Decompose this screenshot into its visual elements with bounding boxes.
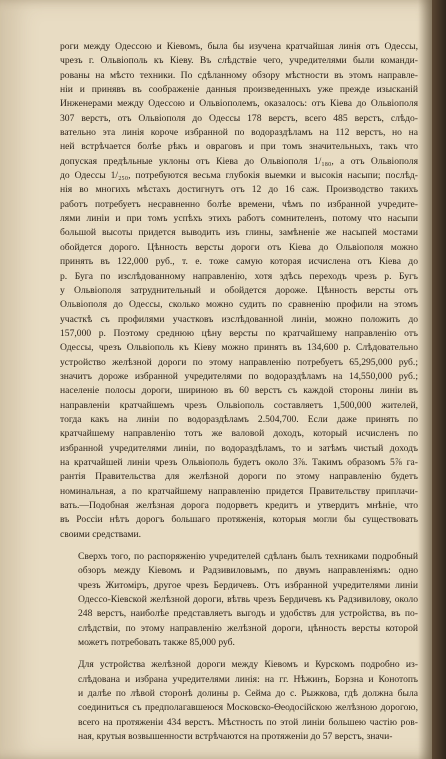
- text-line: можетъ потребовать также 85,000 руб.: [78, 637, 235, 649]
- text-line: направленіи кратчайшемъ чрезъ Ольвіополь составляетъ 1,500,000 жителей,: [60, 399, 418, 411]
- page-text: [60, 40, 418, 745]
- text-line: слѣдована и избрана учредителями линія: на гг. Нѣжинъ, Борзна и Конотопъ: [78, 673, 418, 685]
- text-line: рованы на мѣсто техники. По сдѣланному обзору мѣстности въ этомъ направле-: [60, 69, 418, 81]
- text-line: кратчайшему направленію тотъ же валовой доходъ, который исчисленъ по: [60, 428, 418, 440]
- text-line: Одессо-Кіевской желѣзной дороги, вѣтвь чрезъ Бердичевъ къ Радзивилову, около: [78, 594, 418, 606]
- text-line: въ Россіи нѣтъ дорогъ большаго протяженія, которыя могли бы существовать: [60, 514, 418, 526]
- text-line: на кратчайшей линіи чрезъ Ольвіополь будетъ около 3⅞. Такимъ образомъ 5⅞ га-: [60, 456, 418, 468]
- paragraph: [60, 40, 418, 542]
- text-line: работъ потребуетъ несравненно болѣе времени, чѣмъ по избранной учредите-: [60, 198, 418, 210]
- text-line: тогда какъ на линіи по водораздѣламъ 2.504,700. Если даже принять по: [60, 413, 418, 425]
- text-line: слѣдствіи, по этому направленію желѣзной дороги, цѣнность версты которой: [78, 622, 418, 634]
- text-line: обзоръ между Кіевомъ и Радзивиловымъ, по двумъ направленіямъ: одно: [78, 565, 418, 577]
- paragraph: [60, 658, 418, 744]
- text-line: всего на протяженіи 434 верстъ. Мѣстность по этой линіи большею частію ров-: [78, 716, 418, 728]
- page-edge: [432, 0, 446, 759]
- text-line: значитъ дороже избранной учредителями по водораздѣламъ на 14,550,000 руб.;: [60, 370, 418, 382]
- text-line: чрезъ Житоміръ, другое чрезъ Бердичевъ. Отъ избранной учредителями линіи: [78, 579, 418, 591]
- text-line: допуская предѣльные уклоны отъ Кіева до Ольвіополя 1/₁₈₀, а отъ Ольвіополя: [60, 155, 418, 167]
- text-line: чрезъ г. Ольвіополь къ Кіеву. Въ слѣдствіе чего, учредителями были команди-: [60, 55, 418, 67]
- text-line: вательно эта линія короче избранной по водораздѣламъ на 112 верстъ, но на: [60, 127, 418, 139]
- text-line: рантія Правительства для желѣзной дороги по этому направленію будетъ: [60, 471, 418, 483]
- text-line: нія во многихъ мѣстахъ достигнутъ отъ 12 до 16 саж. Производство такихъ: [60, 184, 418, 196]
- text-line: Ольвіополя до Одессы, сколько можно судить по сравненію профили на этомъ: [60, 299, 418, 311]
- text-line: ніи и принявъ въ соображеніе данныя произведенныхъ уже прежде изысканій: [60, 84, 418, 96]
- text-line: принять въ 122,000 руб., т. е. тоже самую которая исчислена отъ Кіева до: [60, 256, 418, 268]
- text-line: ней встрѣчается болѣе рѣкъ и овраговъ и при томъ значительныхъ, такъ что: [60, 141, 418, 153]
- text-line: номинальная, а по кратчайшему направленію придется Правительству приплачи-: [60, 485, 418, 497]
- text-line: до Одессы 1/₂₅₀, потребуются весьма глубокія выемки и высокія насыпи; послѣд-: [60, 170, 418, 182]
- text-line: ная, крутыя возвышенности встрѣчаются на протяженіи до 57 верстъ, значи-: [78, 731, 393, 743]
- text-line: соединиться съ предполагавшеюся Московско-Ѳеодосійскою желѣзною дорогою,: [78, 702, 418, 714]
- text-line: Одессы, чрезъ Ольвіополь къ Кіеву можно принять въ 134,600 р. Слѣдовательно: [60, 342, 418, 354]
- text-line: вать.—Подобная желѣзная дорога подорветъ кредитъ и утвердитъ мнѣніе, что: [60, 500, 418, 511]
- text-line: лями линіи и при томъ успѣхъ этихъ работъ сомнителенъ, потому что насыпи: [60, 213, 418, 225]
- text-line: у Ольвіополя затруднительный и обойдется дороже. Цѣнность версты отъ: [60, 284, 418, 296]
- text-line: Инженерами между Одессою и Ольвіополемъ, оказалось: отъ Кіева до Ольвіополя: [60, 98, 418, 110]
- text-line: участкѣ съ профилями участковъ изслѣдованной линіи, можно положить до: [60, 313, 418, 325]
- text-line: Сверхъ того, по распоряженію учредителей сдѣланъ былъ техниками подробный: [78, 551, 418, 563]
- paragraph: [60, 550, 418, 650]
- text-line: р. Буга по изслѣдованному направленію, хотя здѣсь переходъ чрезъ р. Бугъ: [60, 270, 418, 282]
- text-line: большой высоты придется выводить изъ глины, замѣненіе же насыпей мостами: [60, 227, 418, 239]
- text-line: роги между Одессою и Кіевомъ, была бы изучена кратчайшая линія отъ Одессы,: [60, 41, 418, 52]
- text-line: обойдется дорого. Цѣнность версты дороги отъ Кіева до Ольвіополя можно: [60, 241, 418, 253]
- text-line: избранной учредителями линіи, по водораздѣламъ, то и затѣмъ чистый доходъ: [60, 442, 418, 454]
- text-line: населеніе полосы дороги, шириною въ 60 верстъ съ каждой стороны линіи въ: [60, 385, 418, 397]
- text-line: Для устройства желѣзной дороги между Кіевомъ и Курскомъ подробно из-: [78, 659, 418, 671]
- text-line: и далѣе по лѣвой сторонѣ долины р. Сейма до с. Рыжкова, гдѣ должна была: [78, 688, 418, 700]
- text-line: устройство желѣзной дороги по этому направленію потребуетъ 65,295,000 руб.;: [60, 356, 418, 368]
- text-line: своими средствами.: [60, 528, 142, 540]
- text-line: 157,000 р. Поэтому среднюю цѣну версты по кратчайшему направленію отъ: [60, 327, 418, 339]
- text-line: 307 верстъ, отъ Ольвіополя до Одессы 178 верстъ, всего 485 верстъ, слѣдо-: [60, 112, 418, 124]
- text-line: 248 верстъ, наиболѣе представляетъ выгодъ и удобствъ для устройства, въ по-: [78, 608, 418, 620]
